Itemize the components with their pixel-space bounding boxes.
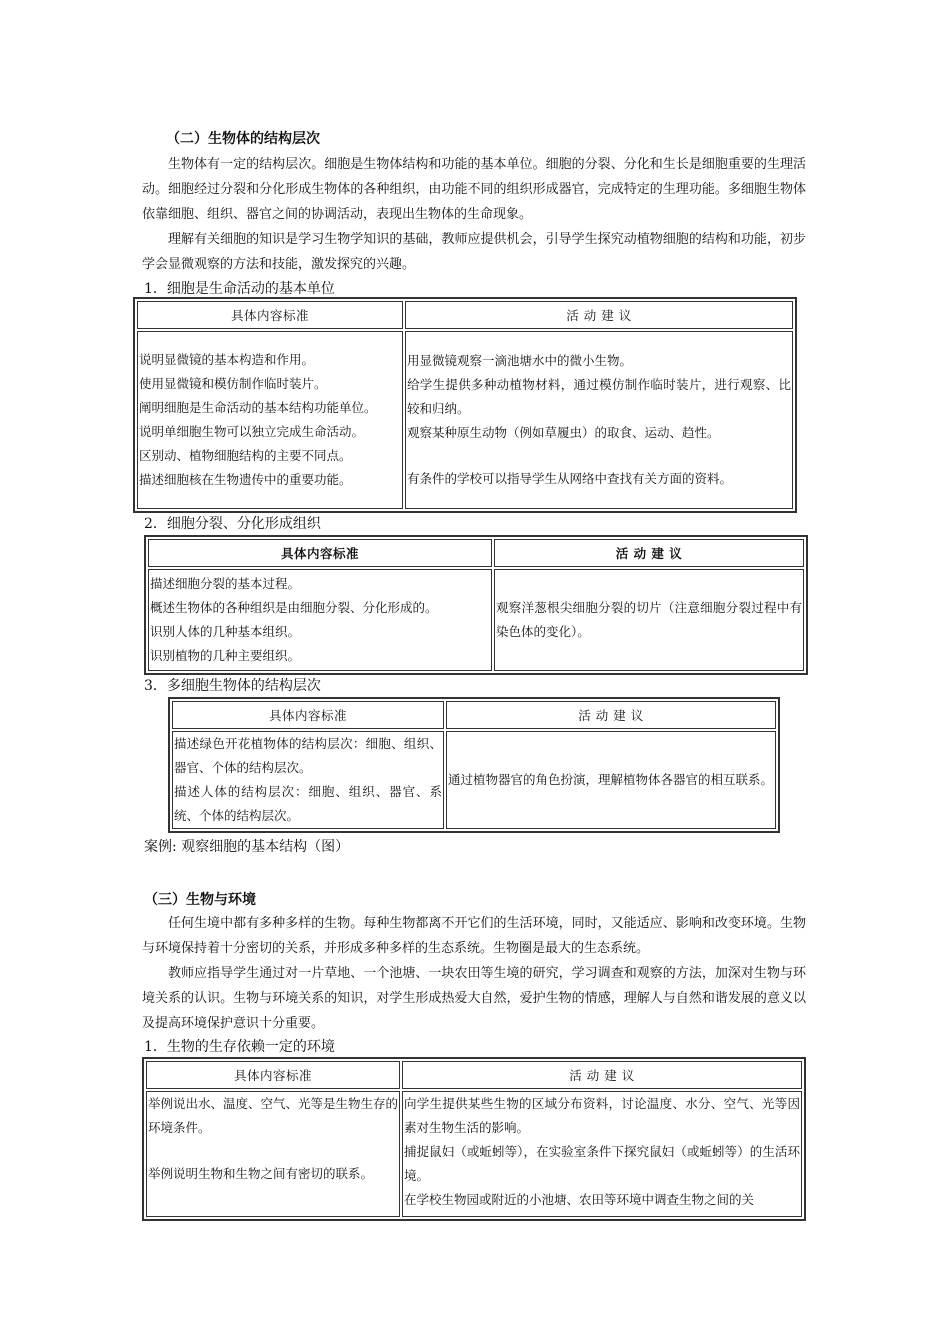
paragraph: 任何生境中都有多种多样的生物。每种生物都离不开它们的生活环境，同时，又能适应、影响和改变环境。生物与环境保持着十分密切的关系，并形成多种多样的生态系统。生物圈是最大的生态系统。 <box>142 916 806 956</box>
list-item: 描述人体的结构层次：细胞、组织、器官、系统、个体的结构层次。 <box>174 784 442 823</box>
section-intro <box>142 152 806 277</box>
column-header: 活 动 建 议 <box>446 701 776 729</box>
list-item: 描述细胞分裂的基本过程。 <box>150 576 301 591</box>
list-item: 观察洋葱根尖细胞分裂的切片（注意细胞分裂过程中有染色体的变化）。 <box>496 600 802 639</box>
list-item: 有条件的学校可以指导学生从网络中查找有关方面的资料。 <box>407 471 733 486</box>
list-item: 观察某种原生动物（例如草履虫）的取食、运动、趋性。 <box>407 425 720 440</box>
activity-suggestions-cell <box>402 1091 802 1217</box>
activity-suggestions-cell <box>405 331 793 509</box>
content-standards-cell <box>172 731 444 829</box>
list-item: 识别植物的几种主要组织。 <box>150 648 301 663</box>
list-item: 区别动、植物细胞结构的主要不同点。 <box>139 448 352 463</box>
list-item: 捕捉鼠妇（或蚯蚓等），在实验室条件下探究鼠妇（或蚯蚓等）的生活环境。 <box>404 1144 800 1183</box>
list-item: 描述绿色开花植物体的结构层次：细胞、组织、器官、个体的结构层次。 <box>174 736 442 775</box>
content-standards-cell <box>137 331 403 509</box>
section-title: （三）生物与环境 <box>144 892 256 908</box>
content-standards-cell <box>146 1091 400 1217</box>
list-item: 在学校生物园或附近的小池塘、农田等环境中调查生物之间的关 <box>404 1192 755 1207</box>
section-title: （二）生物体的结构层次 <box>166 131 320 147</box>
case-caption: 案例: 观察细胞的基本结构（图） <box>144 839 350 855</box>
activity-suggestions-cell <box>494 569 804 671</box>
standards-table <box>133 297 797 513</box>
table-title: 3．多细胞生物体的结构层次 <box>144 678 321 694</box>
table-title: 2．细胞分裂、分化形成组织 <box>144 516 321 532</box>
table-title: 1．细胞是生命活动的基本单位 <box>144 281 335 297</box>
section-intro <box>142 911 806 1036</box>
list-item: 概述生物体的各种组织是由细胞分裂、分化形成的。 <box>150 600 438 615</box>
column-header: 具体内容标准 <box>148 539 492 567</box>
paragraph: 生物体有一定的结构层次。细胞是生物体结构和功能的基本单位。细胞的分裂、分化和生长是细胞重要的生理活动。细胞经过分裂和分化形成生物体的各种组织，由功能不同的组织形成器官，完成特定的生理功能。多细胞生物体依靠细胞、组织、器官之间的协调活动，表现出生物体的生命现象。 <box>142 157 806 222</box>
paragraph: 理解有关细胞的知识是学习生物学知识的基础，教师应提供机会，引导学生探究动植物细胞的结构和功能，初步学会显微观察的方法和技能，激发探究的兴趣。 <box>142 232 806 272</box>
standards-table <box>168 697 780 833</box>
column-header: 活 动 建 议 <box>402 1061 802 1089</box>
column-header: 具体内容标准 <box>146 1061 400 1089</box>
list-item: 使用显微镜和模仿制作临时装片。 <box>139 376 327 391</box>
list-item: 通过植物器官的角色扮演，理解植物体各器官的相互联系。 <box>448 772 774 787</box>
column-header: 活 动 建 议 <box>405 301 793 329</box>
list-item: 阐明细胞是生命活动的基本结构功能单位。 <box>139 400 377 415</box>
list-item: 说明单细胞生物可以独立完成生命活动。 <box>139 424 365 439</box>
list-item: 说明显微镜的基本构造和作用。 <box>139 352 315 367</box>
list-item: 举例说明生物和生物之间有密切的联系。 <box>148 1166 374 1181</box>
paragraph: 教师应指导学生通过对一片草地、一个池塘、一块农田等生境的研究，学习调查和观察的方法，加深对生物与环境关系的认识。生物与环境关系的知识，对学生形成热爱大自然，爱护生物的情感，理解人与自然和谐发展的意义以及提高环境保护意识十分重要。 <box>142 966 806 1031</box>
column-header: 具体内容标准 <box>172 701 444 729</box>
standards-table <box>142 1057 806 1221</box>
standards-table <box>144 535 808 675</box>
list-item: 给学生提供多种动植物材料，通过模仿制作临时装片，进行观察、比较和归纳。 <box>407 377 791 416</box>
table-title: 1．生物的生存依赖一定的环境 <box>144 1039 335 1055</box>
list-item: 举例说出水、温度、空气、光等是生物生存的环境条件。 <box>148 1096 399 1135</box>
list-item: 用显微镜观察一滴池塘水中的微小生物。 <box>407 353 633 368</box>
activity-suggestions-cell <box>446 731 776 829</box>
column-header: 活 动 建 议 <box>494 539 804 567</box>
column-header: 具体内容标准 <box>137 301 403 329</box>
content-standards-cell <box>148 569 492 671</box>
list-item: 描述细胞核在生物遗传中的重要功能。 <box>139 472 352 487</box>
list-item: 向学生提供某些生物的区域分布资料，讨论温度、水分、空气、光等因素对生物生活的影响。 <box>404 1096 800 1135</box>
list-item: 识别人体的几种基本组织。 <box>150 624 301 639</box>
